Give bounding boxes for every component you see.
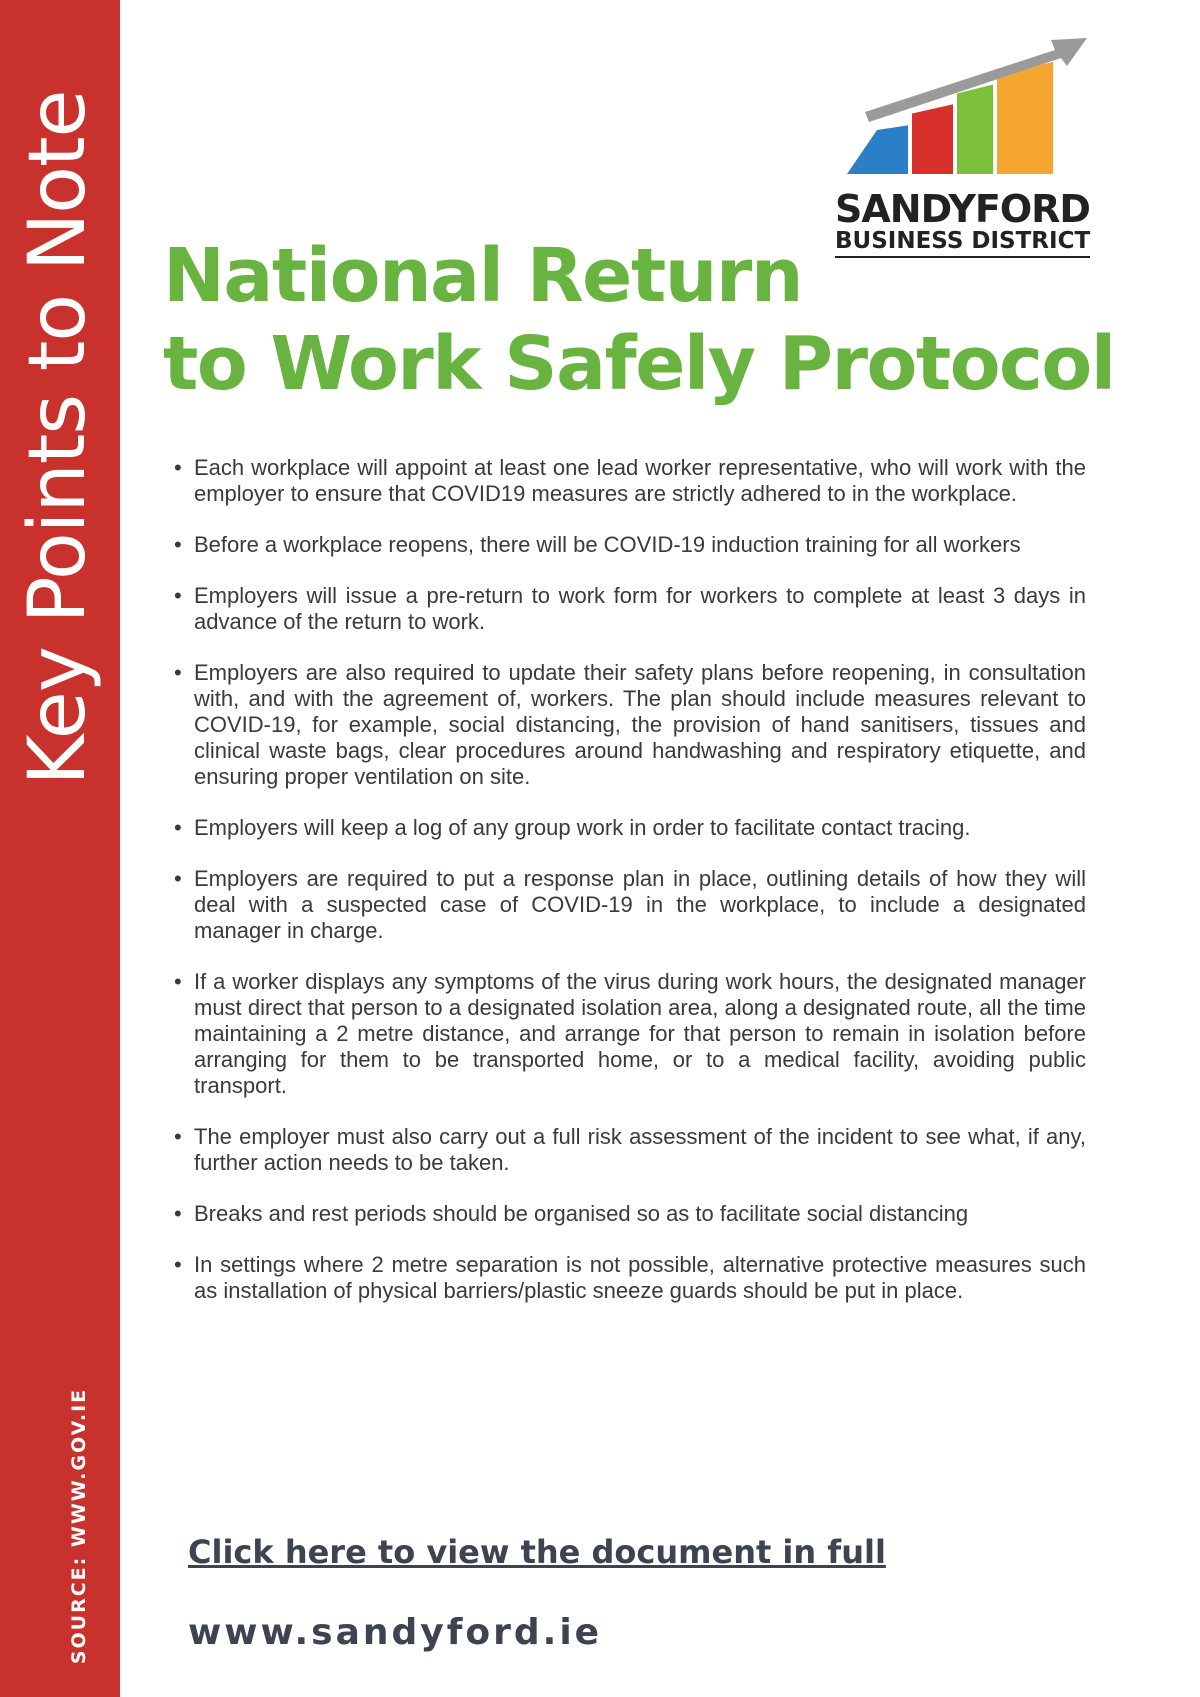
logo	[835, 32, 1090, 262]
source-credit: SOURCE: WWW.GOV.IE	[68, 1387, 90, 1665]
list-item: • Employers are also required to update their safety plans before reopening, in consultation with, and with the agreement of, workers. The plan should include measures relevant to COVID-19, for example, social distancing, the provision of hand sanitisers, tissues and clinical waste bags, clear procedures around handwashing and respiratory etiquette, and ensuring proper ventilation on site.	[174, 660, 1086, 790]
key-points-list	[174, 455, 1086, 1329]
rising-bar-chart-arrow-icon	[835, 32, 1090, 182]
list-item: • Employers will issue a pre-return to work form for workers to complete at least 3 days in advance of the return to work.	[174, 583, 1086, 635]
title-line-1: National Return	[163, 233, 803, 319]
logo-subtitle: BUSINESS DISTRICT	[835, 228, 1090, 258]
page-title	[163, 232, 1115, 408]
list-item: • Breaks and rest periods should be organised so as to facilitate social distancing	[174, 1201, 1086, 1227]
list-item: • Employers will keep a log of any group work in order to facilitate contact tracing.	[174, 815, 1086, 841]
view-full-document-link[interactable]: Click here to view the document in full	[188, 1533, 886, 1571]
list-item: • If a worker displays any symptoms of the virus during work hours, the designated manager must direct that person to a designated isolation area, along a designated route, all the time maintaining a 2 metre distance, and arrange for that person to remain in isolation before arranging for them to be transported home, or to a medical facility, avoiding public transport.	[174, 969, 1086, 1099]
list-item: • In settings where 2 metre separation is not possible, alternative protective measures such as installation of physical barriers/plastic sneeze guards should be put in place.	[174, 1252, 1086, 1304]
list-item: • The employer must also carry out a full risk assessment of the incident to see what, if any, further action needs to be taken.	[174, 1124, 1086, 1176]
list-item: • Each workplace will appoint at least one lead worker representative, who will work with the employer to ensure that COVID19 measures are strictly adhered to in the workplace.	[174, 455, 1086, 507]
list-item: • Employers are required to put a response plan in place, outlining details of how they will deal with a suspected case of COVID-19 in the workplace, to include a designated manager in charge.	[174, 866, 1086, 944]
logo-name: SANDYFORD	[835, 187, 1090, 231]
sidebar	[0, 0, 120, 1697]
sidebar-title: Key Points to Note	[13, 90, 103, 786]
website-url: www.sandyford.ie	[188, 1612, 603, 1653]
title-line-2: to Work Safely Protocol	[163, 321, 1115, 407]
list-item: • Before a workplace reopens, there will be COVID-19 induction training for all workers	[174, 532, 1086, 558]
